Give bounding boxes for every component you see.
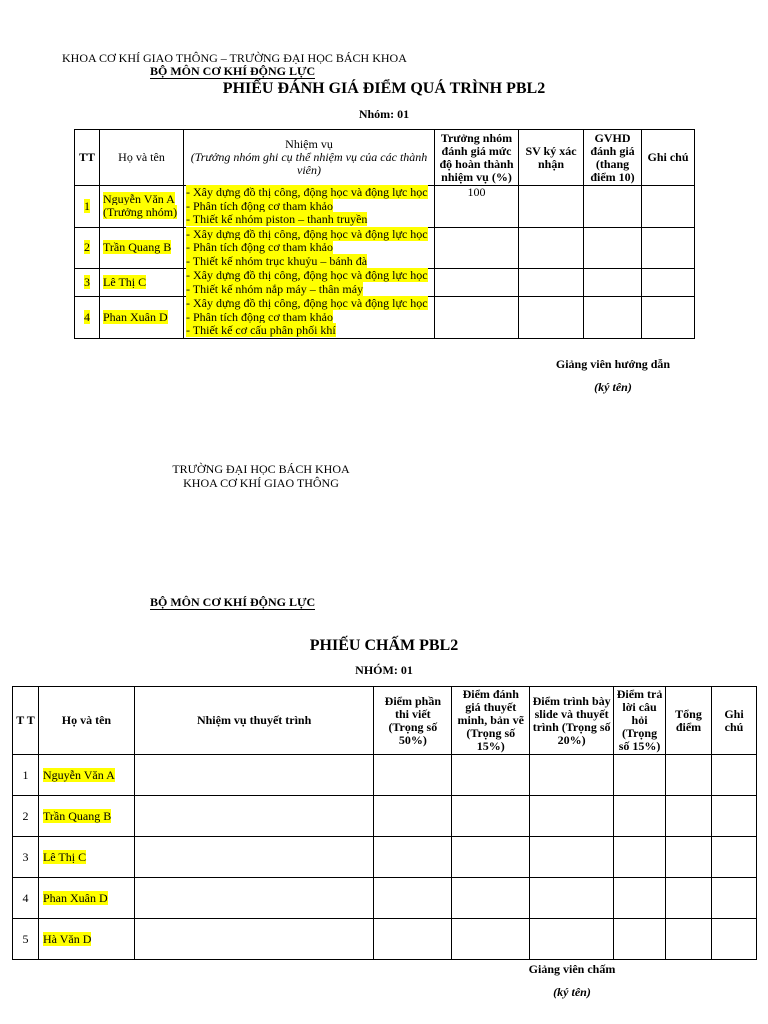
- slide-score-cell[interactable]: [530, 878, 614, 919]
- header-task: Nhiệm vụ thuyết trình: [134, 687, 374, 755]
- table-row: [13, 837, 757, 878]
- grading-table: [12, 686, 757, 960]
- row-number-text: 2: [84, 240, 90, 255]
- faculty-name: KHOA CƠ KHÍ GIAO THÔNG: [183, 476, 339, 490]
- note-cell[interactable]: [712, 837, 757, 878]
- evaluation-table: [74, 129, 695, 339]
- note-cell[interactable]: [712, 919, 757, 960]
- student-name: [38, 878, 134, 919]
- presentation-task-cell[interactable]: [134, 919, 374, 960]
- student-name-text: Lê Thị C: [42, 849, 87, 864]
- header-note: Ghi chú: [712, 687, 757, 755]
- member-name-text: Phan Xuân D: [103, 309, 168, 324]
- member-name-value: Nguyễn Văn A: [103, 192, 175, 207]
- slide-score-cell[interactable]: [530, 919, 614, 960]
- row-number: 5: [13, 919, 39, 960]
- note-cell[interactable]: [712, 878, 757, 919]
- slide-score-cell[interactable]: [530, 755, 614, 796]
- member-name: [100, 269, 184, 297]
- slide-score-cell[interactable]: [530, 796, 614, 837]
- header-note: Ghi chú: [642, 130, 695, 186]
- presentation-task-cell[interactable]: [134, 878, 374, 919]
- table-row: [75, 227, 695, 269]
- department-label: [150, 64, 315, 79]
- row-number: 4: [13, 878, 39, 919]
- report-score-cell[interactable]: [452, 755, 530, 796]
- row-number: [75, 227, 100, 269]
- gvhd-score-cell[interactable]: [584, 297, 642, 339]
- department-text: BỘ MÔN CƠ KHÍ ĐỘNG LỰC: [150, 64, 316, 78]
- gvhd-score-cell[interactable]: [584, 186, 642, 228]
- task-line: - Xây dựng đồ thị công, động học và động lực học: [186, 268, 428, 282]
- grader-sign-note: (ký tên): [553, 985, 591, 999]
- faculty-line: KHOA CƠ KHÍ GIAO THÔNG – TRƯỜNG ĐẠI HỌC BÁCH KHOA: [62, 51, 407, 65]
- header-sv-confirm: SV ký xác nhận: [519, 130, 584, 186]
- member-tasks: [184, 186, 435, 228]
- row-number: 2: [13, 796, 39, 837]
- member-name: [100, 186, 184, 228]
- member-name: [100, 297, 184, 339]
- written-score-cell[interactable]: [374, 837, 452, 878]
- sv-signature-cell[interactable]: [519, 186, 584, 228]
- table-row: [13, 919, 757, 960]
- report-score-cell[interactable]: [452, 878, 530, 919]
- table-row: [13, 878, 757, 919]
- row-number-text: 3: [84, 275, 90, 289]
- form1-title: PHIẾU ĐÁNH GIÁ ĐIỂM QUÁ TRÌNH PBL2: [222, 80, 546, 97]
- written-score-cell[interactable]: [374, 755, 452, 796]
- row-number-text: 1: [84, 198, 90, 213]
- header-leader-eval: Trưởng nhóm đánh giá mức độ hoàn thành nhiệm vụ (%): [435, 130, 519, 186]
- total-score-cell[interactable]: [666, 755, 712, 796]
- header-written: Điểm phần thi viết (Trọng số 50%): [374, 687, 452, 755]
- table-header-row: [75, 130, 695, 186]
- note-cell[interactable]: [642, 227, 695, 269]
- completion-percent[interactable]: [435, 269, 519, 297]
- form2-title: PHIẾU CHẤM PBL2: [309, 637, 459, 654]
- task-line: - Thiết kế nhóm piston – thanh truyền: [186, 212, 368, 226]
- header-qa: Điểm trả lời câu hỏi (Trọng số 15%): [614, 687, 666, 755]
- form1-group: Nhóm: 01: [358, 107, 410, 121]
- member-name-text: Trần Quang B: [103, 240, 172, 255]
- row-number-text: 4: [84, 309, 90, 324]
- presentation-task-cell[interactable]: [134, 796, 374, 837]
- qa-score-cell[interactable]: [614, 755, 666, 796]
- presentation-task-cell[interactable]: [134, 837, 374, 878]
- header-tt: T T: [13, 687, 39, 755]
- student-name-text: Trần Quang B: [42, 808, 112, 823]
- task-line: - Thiết kế cơ cấu phân phối khí: [186, 323, 336, 337]
- completion-percent[interactable]: 100: [435, 186, 519, 228]
- report-score-cell[interactable]: [452, 837, 530, 878]
- member-role: (Trưởng nhóm): [103, 205, 178, 220]
- report-score-cell[interactable]: [452, 796, 530, 837]
- total-score-cell[interactable]: [666, 837, 712, 878]
- total-score-cell[interactable]: [666, 878, 712, 919]
- total-score-cell[interactable]: [666, 796, 712, 837]
- row-number: [75, 186, 100, 228]
- student-name: [38, 837, 134, 878]
- written-score-cell[interactable]: [374, 878, 452, 919]
- note-cell[interactable]: [642, 297, 695, 339]
- header-name: Họ và tên: [38, 687, 134, 755]
- row-number: [75, 269, 100, 297]
- table-row: [13, 796, 757, 837]
- header-slide: Điểm trình bày slide và thuyết trình (Trọng số 20%): [530, 687, 614, 755]
- gvhd-score-cell[interactable]: [584, 269, 642, 297]
- note-cell[interactable]: [642, 269, 695, 297]
- header-tt: TT: [75, 130, 100, 186]
- task-line: - Thiết kế nhóm nắp máy – thân máy: [186, 281, 364, 296]
- header-task-note: (Trưởng nhóm ghi cụ thể nhiệm vụ của các thành viên): [190, 150, 428, 177]
- qa-score-cell[interactable]: [614, 919, 666, 960]
- gvhd-score-cell[interactable]: [584, 227, 642, 269]
- grader-signer-label: Giảng viên chấm: [528, 962, 616, 976]
- note-cell[interactable]: [712, 755, 757, 796]
- written-score-cell[interactable]: [374, 919, 452, 960]
- table-row: [13, 755, 757, 796]
- completion-percent[interactable]: [435, 227, 519, 269]
- task-line: - Phân tích động cơ tham khảo: [186, 198, 333, 213]
- member-tasks: [184, 269, 435, 297]
- row-number: 3: [13, 837, 39, 878]
- sv-signature-cell[interactable]: [519, 227, 584, 269]
- form2-group: NHÓM: 01: [355, 663, 413, 677]
- school-name: TRƯỜNG ĐẠI HỌC BÁCH KHOA: [172, 462, 350, 476]
- member-tasks: [184, 297, 435, 339]
- written-score-cell[interactable]: [374, 796, 452, 837]
- student-name: [38, 796, 134, 837]
- table-row: [75, 297, 695, 339]
- qa-score-cell[interactable]: [614, 837, 666, 878]
- task-line: - Xây dựng đồ thị công, động học và động lực học: [186, 226, 428, 241]
- total-score-cell[interactable]: [666, 919, 712, 960]
- completion-percent[interactable]: [435, 297, 519, 339]
- row-number: [75, 297, 100, 339]
- row-number: 1: [13, 755, 39, 796]
- advisor-signer-label: Giảng viên hướng dẫn: [555, 357, 671, 371]
- member-tasks: [184, 227, 435, 269]
- table-row: [75, 269, 695, 297]
- advisor-sign-note: (ký tên): [594, 380, 632, 394]
- header-task-label: Nhiệm vụ: [285, 137, 333, 151]
- header-task: [184, 130, 435, 186]
- department-label-2: [150, 595, 315, 610]
- student-name: [38, 919, 134, 960]
- task-line: - Thiết kế nhóm trục khuỷu – bánh đà: [186, 253, 368, 268]
- member-name-text: [103, 192, 177, 219]
- table-row: [75, 186, 695, 228]
- sv-signature-cell[interactable]: [519, 297, 584, 339]
- table-header-row: [13, 687, 757, 755]
- slide-score-cell[interactable]: [530, 837, 614, 878]
- task-line: - Xây dựng đồ thị công, động học và động lực học: [186, 296, 428, 310]
- task-line: - Phân tích động cơ tham khảo: [186, 309, 333, 324]
- qa-score-cell[interactable]: [614, 878, 666, 919]
- note-cell[interactable]: [712, 796, 757, 837]
- header-gvhd: GVHD đánh giá (thang điểm 10): [584, 130, 642, 186]
- student-name-text: Phan Xuân D: [42, 890, 108, 905]
- task-line: - Phân tích động cơ tham khảo: [186, 240, 333, 254]
- student-name-text: Hà Văn D: [42, 931, 92, 946]
- header-report: Điểm đánh giá thuyết minh, bản vẽ (Trọng số 15%): [452, 687, 530, 755]
- qa-score-cell[interactable]: [614, 796, 666, 837]
- student-name-text: Nguyễn Văn A: [42, 767, 115, 782]
- sv-signature-cell[interactable]: [519, 269, 584, 297]
- task-line: - Xây dựng đồ thị công, động học và động lực học: [186, 185, 428, 199]
- header-name: Họ và tên: [100, 130, 184, 186]
- header-total: Tổng điểm: [666, 687, 712, 755]
- presentation-task-cell[interactable]: [134, 755, 374, 796]
- note-cell[interactable]: [642, 186, 695, 228]
- member-name: [100, 227, 184, 269]
- member-name-text: Lê Thị C: [103, 275, 147, 289]
- report-score-cell[interactable]: [452, 919, 530, 960]
- student-name: [38, 755, 134, 796]
- department-text-2: BỘ MÔN CƠ KHÍ ĐỘNG LỰC: [150, 595, 316, 609]
